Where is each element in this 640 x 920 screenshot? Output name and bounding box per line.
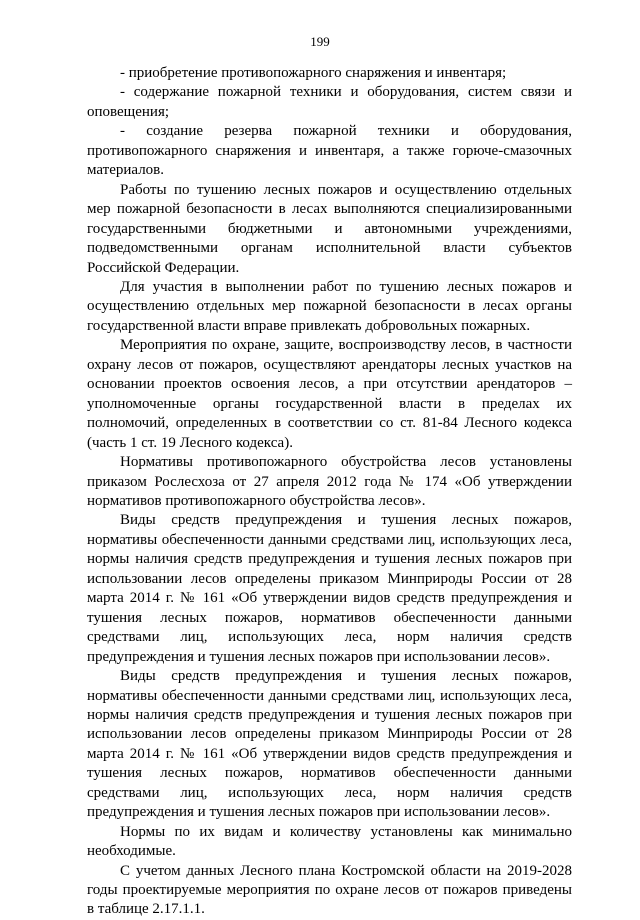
page-number: 199 — [310, 34, 330, 49]
document-body — [87, 64, 572, 920]
paragraph-firefighting-works: Работы по тушению лесных пожаров и осуществлению отдельных мер пожарной безопасности в лесах выполняются специализированными государственными бюджетными и автономными учреждениями, подведомственными органам исполнительной власти субъектов Российской Федерации. — [87, 181, 572, 276]
paragraph-protection-measures: Мероприятия по охране, защите, воспроизводству лесов, в частности охрану лесов от пожаров, осуществляют арендаторы лесных участков на основании проектов освоения лесов, а при отсутствии арендаторов – уполномоченные органы государственной власти в пределах их полномочий, определенных в соответствии со ст. 81-84 Лесного кодекса (часть 1 ст. 19 Лесного кодекса). — [87, 337, 572, 451]
paragraph-means-order-161: Виды средств предупреждения и тушения лесных пожаров, нормативы обеспеченности данными средствами лиц, использующих леса, нормы наличия средств предупреждения и тушения лесных пожаров при использовании лесов определены приказом Минприроды России от 28 марта 2014 г. № 161 «Об утверждении видов средств предупреждения и тушения лесных пожаров, нормативов обеспеченности данными средствами лиц, использующих леса, норм наличия средств предупреждения и тушения лесных пожаров при использовании лесов». — [87, 512, 572, 665]
paragraph-list-item-maintenance: - содержание пожарной техники и оборудования, систем связи и оповещения; — [87, 84, 572, 120]
paragraph-volunteers: Для участия в выполнении работ по тушению лесных пожаров и осуществлению отдельных мер пожарной безопасности в лесах органы государственной власти вправе привлекать добровольных пожарных. — [87, 278, 572, 334]
paragraph-table-reference: С учетом данных Лесного плана Костромской области на 2019-2028 годы проектируемые мероприятия по охране лесов от пожаров приведены в таблице 2.17.1.1. — [87, 862, 572, 918]
paragraph-means-order-161-repeat: Виды средств предупреждения и тушения лесных пожаров, нормативы обеспеченности данными средствами лиц, использующих леса, нормы наличия средств предупреждения и тушения лесных пожаров при использовании лесов определены приказом Минприроды России от 28 марта 2014 г. № 161 «Об утверждении видов средств предупреждения и тушения лесных пожаров, нормативов обеспеченности данными средствами лиц, использующих леса, норм наличия средств предупреждения и тушения лесных пожаров при использовании лесов». — [87, 668, 572, 821]
paragraph-list-item-reserve: - создание резерва пожарной техники и оборудования, противопожарного снаряжения и инвентаря, а также горюче-смазочных материалов. — [87, 123, 572, 179]
paragraph-norms-minimum: Нормы по их видам и количеству установлены как минимально необходимые. — [87, 823, 572, 860]
paragraph-standards-order-174: Нормативы противопожарного обустройства лесов установлены приказом Рослесхоза от 27 апреля 2012 года № 174 «Об утверждении нормативов противопожарного обустройства лесов». — [87, 454, 572, 509]
paragraph-list-item-equipment: - приобретение противопожарного снаряжения и инвентаря; — [120, 65, 507, 81]
